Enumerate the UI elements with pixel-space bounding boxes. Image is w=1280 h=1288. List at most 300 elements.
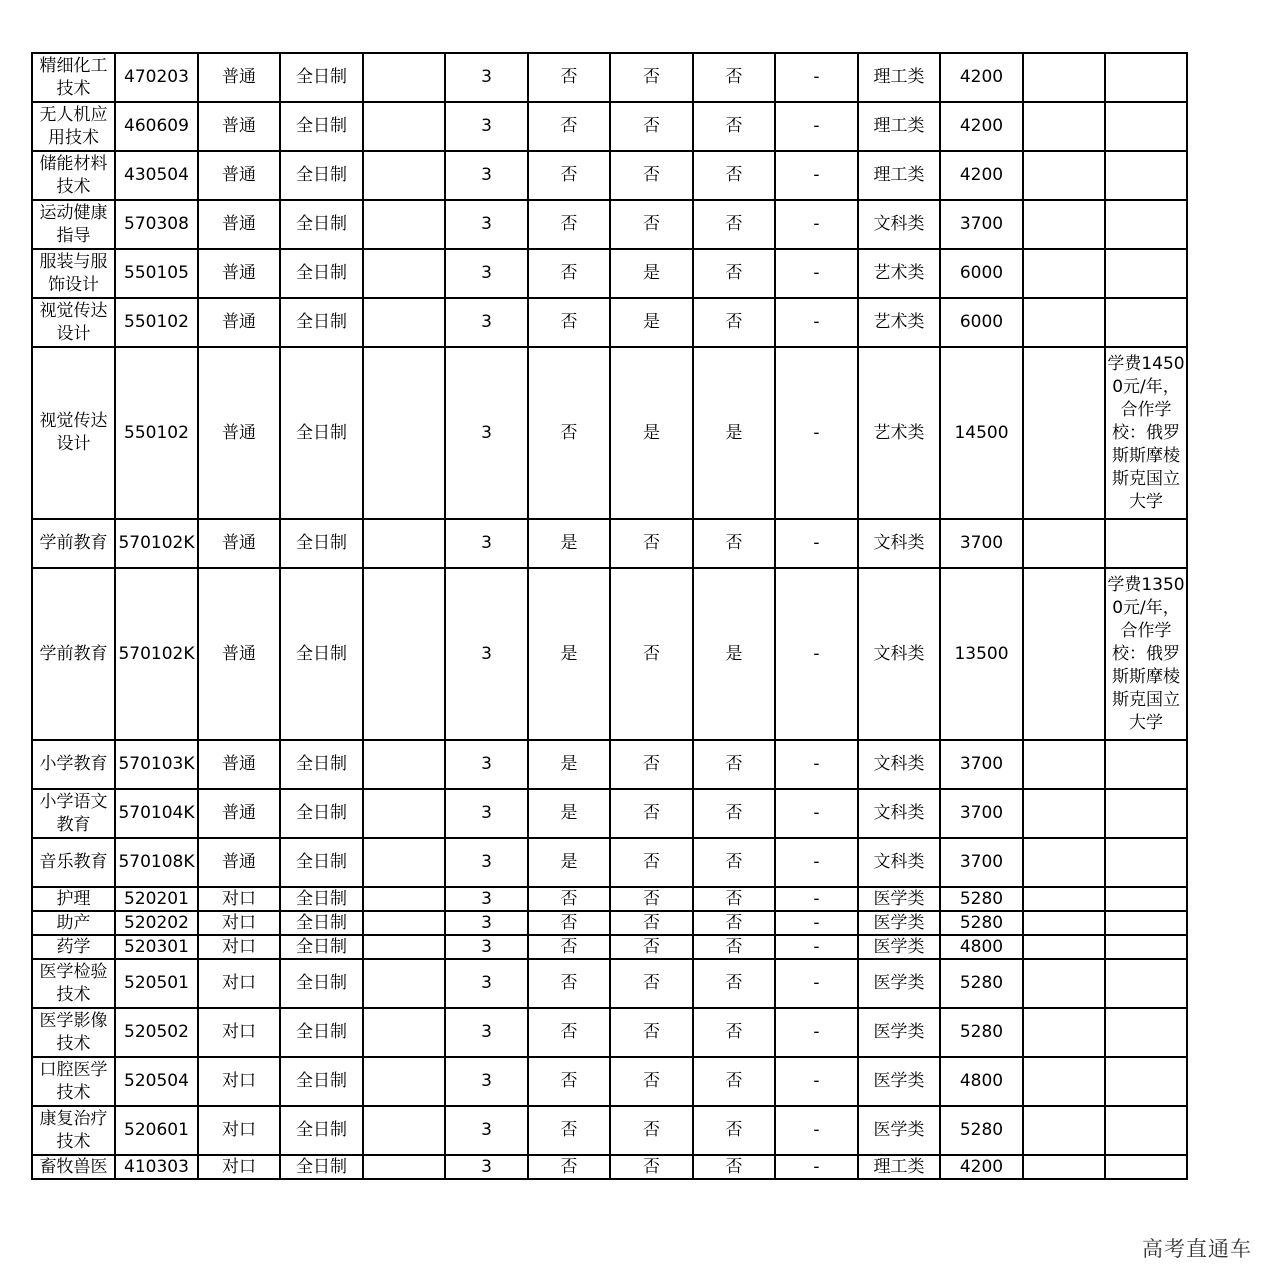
- major-code-cell: 520501: [115, 959, 198, 1008]
- flag-3-cell: 否: [693, 911, 775, 935]
- flag-1-cell: 否: [528, 911, 610, 935]
- major-name-cell: 视觉传达设计: [32, 347, 115, 519]
- category-cell: 文科类: [858, 519, 940, 568]
- blank-cell: [1023, 53, 1105, 102]
- note-cell: [1105, 200, 1187, 249]
- major-code-cell: 460609: [115, 102, 198, 151]
- major-name-cell: 无人机应用技术: [32, 102, 115, 151]
- major-name-cell: 储能材料技术: [32, 151, 115, 200]
- major-code-cell: 570103K: [115, 740, 198, 789]
- dash-cell: -: [775, 249, 858, 298]
- dash-cell: -: [775, 911, 858, 935]
- table-row: [32, 298, 1187, 347]
- years-cell: 3: [445, 789, 528, 838]
- enroll-type-cell: 普通: [198, 200, 280, 249]
- note-cell: [1105, 102, 1187, 151]
- tuition-cell: 6000: [940, 298, 1023, 347]
- category-cell: 艺术类: [858, 298, 940, 347]
- flag-1-cell: 否: [528, 53, 610, 102]
- blank-cell: [363, 347, 445, 519]
- years-cell: 3: [445, 935, 528, 959]
- study-mode-cell: 全日制: [280, 838, 363, 887]
- years-cell: 3: [445, 347, 528, 519]
- enroll-type-cell: 普通: [198, 568, 280, 740]
- category-cell: 艺术类: [858, 347, 940, 519]
- category-cell: 文科类: [858, 200, 940, 249]
- blank-cell: [363, 1057, 445, 1106]
- tuition-cell: 5280: [940, 1106, 1023, 1155]
- major-code-cell: 470203: [115, 53, 198, 102]
- study-mode-cell: 全日制: [280, 151, 363, 200]
- flag-1-cell: 否: [528, 1057, 610, 1106]
- category-cell: 艺术类: [858, 249, 940, 298]
- table-row: [32, 740, 1187, 789]
- flag-1-cell: 是: [528, 789, 610, 838]
- flag-3-cell: 否: [693, 519, 775, 568]
- category-cell: 医学类: [858, 1008, 940, 1057]
- flag-1-cell: 是: [528, 519, 610, 568]
- flag-2-cell: 是: [610, 347, 693, 519]
- blank-cell: [363, 151, 445, 200]
- blank-cell: [1023, 151, 1105, 200]
- major-name-cell: 音乐教育: [32, 838, 115, 887]
- note-cell: [1105, 887, 1187, 911]
- tuition-cell: 5280: [940, 887, 1023, 911]
- study-mode-cell: 全日制: [280, 568, 363, 740]
- enroll-type-cell: 普通: [198, 789, 280, 838]
- tuition-cell: 4200: [940, 53, 1023, 102]
- flag-2-cell: 否: [610, 1106, 693, 1155]
- dash-cell: -: [775, 200, 858, 249]
- category-cell: 文科类: [858, 740, 940, 789]
- major-name-cell: 小学教育: [32, 740, 115, 789]
- blank-cell: [363, 519, 445, 568]
- major-code-cell: 570308: [115, 200, 198, 249]
- study-mode-cell: 全日制: [280, 519, 363, 568]
- study-mode-cell: 全日制: [280, 911, 363, 935]
- enroll-type-cell: 普通: [198, 298, 280, 347]
- blank-cell: [363, 740, 445, 789]
- flag-2-cell: 否: [610, 1057, 693, 1106]
- tuition-cell: 14500: [940, 347, 1023, 519]
- flag-3-cell: 否: [693, 838, 775, 887]
- flag-2-cell: 否: [610, 519, 693, 568]
- tuition-cell: 4200: [940, 102, 1023, 151]
- tuition-cell: 6000: [940, 249, 1023, 298]
- note-cell: [1105, 1155, 1187, 1179]
- flag-2-cell: 是: [610, 298, 693, 347]
- enroll-type-cell: 对口: [198, 1008, 280, 1057]
- flag-3-cell: 否: [693, 740, 775, 789]
- study-mode-cell: 全日制: [280, 200, 363, 249]
- blank-cell: [1023, 1057, 1105, 1106]
- category-cell: 医学类: [858, 1057, 940, 1106]
- flag-2-cell: 否: [610, 1155, 693, 1179]
- enrollment-table: [31, 52, 1188, 1180]
- enroll-type-cell: 普通: [198, 53, 280, 102]
- table-row: [32, 959, 1187, 1008]
- blank-cell: [1023, 200, 1105, 249]
- table-body: [32, 53, 1187, 1179]
- flag-2-cell: 否: [610, 102, 693, 151]
- years-cell: 3: [445, 53, 528, 102]
- dash-cell: -: [775, 887, 858, 911]
- flag-1-cell: 否: [528, 959, 610, 1008]
- major-name-cell: 视觉传达设计: [32, 298, 115, 347]
- blank-cell: [363, 887, 445, 911]
- study-mode-cell: 全日制: [280, 347, 363, 519]
- years-cell: 3: [445, 151, 528, 200]
- blank-cell: [1023, 568, 1105, 740]
- major-name-cell: 精细化工技术: [32, 53, 115, 102]
- tuition-cell: 4200: [940, 151, 1023, 200]
- category-cell: 理工类: [858, 102, 940, 151]
- enroll-type-cell: 对口: [198, 959, 280, 1008]
- table-row: [32, 200, 1187, 249]
- flag-1-cell: 否: [528, 1106, 610, 1155]
- flag-3-cell: 否: [693, 200, 775, 249]
- enroll-type-cell: 对口: [198, 1106, 280, 1155]
- study-mode-cell: 全日制: [280, 53, 363, 102]
- blank-cell: [1023, 347, 1105, 519]
- study-mode-cell: 全日制: [280, 102, 363, 151]
- major-code-cell: 410303: [115, 1155, 198, 1179]
- dash-cell: -: [775, 1106, 858, 1155]
- tuition-cell: 4200: [940, 1155, 1023, 1179]
- major-name-cell: 康复治疗技术: [32, 1106, 115, 1155]
- major-code-cell: 520202: [115, 911, 198, 935]
- category-cell: 文科类: [858, 838, 940, 887]
- flag-3-cell: 是: [693, 347, 775, 519]
- blank-cell: [1023, 249, 1105, 298]
- dash-cell: -: [775, 298, 858, 347]
- note-cell: 学费13500元/年，合作学校：俄罗斯斯摩棱斯克国立大学: [1105, 568, 1187, 740]
- flag-3-cell: 否: [693, 959, 775, 1008]
- category-cell: 医学类: [858, 887, 940, 911]
- dash-cell: -: [775, 151, 858, 200]
- flag-1-cell: 否: [528, 1155, 610, 1179]
- major-code-cell: 570102K: [115, 568, 198, 740]
- tuition-cell: 4800: [940, 1057, 1023, 1106]
- tuition-cell: 3700: [940, 789, 1023, 838]
- enroll-type-cell: 普通: [198, 249, 280, 298]
- dash-cell: -: [775, 838, 858, 887]
- years-cell: 3: [445, 1057, 528, 1106]
- blank-cell: [363, 1155, 445, 1179]
- table-row: [32, 151, 1187, 200]
- note-cell: [1105, 935, 1187, 959]
- table-row: [32, 249, 1187, 298]
- category-cell: 理工类: [858, 151, 940, 200]
- flag-2-cell: 否: [610, 789, 693, 838]
- years-cell: 3: [445, 740, 528, 789]
- major-name-cell: 助产: [32, 911, 115, 935]
- major-name-cell: 学前教育: [32, 519, 115, 568]
- blank-cell: [363, 838, 445, 887]
- flag-3-cell: 否: [693, 1057, 775, 1106]
- blank-cell: [1023, 102, 1105, 151]
- years-cell: 3: [445, 1008, 528, 1057]
- table-row: [32, 911, 1187, 935]
- years-cell: 3: [445, 911, 528, 935]
- category-cell: 医学类: [858, 1106, 940, 1155]
- note-cell: [1105, 298, 1187, 347]
- enroll-type-cell: 普通: [198, 102, 280, 151]
- study-mode-cell: 全日制: [280, 959, 363, 1008]
- note-cell: [1105, 959, 1187, 1008]
- flag-3-cell: 否: [693, 53, 775, 102]
- blank-cell: [363, 911, 445, 935]
- enroll-type-cell: 对口: [198, 1155, 280, 1179]
- blank-cell: [1023, 519, 1105, 568]
- blank-cell: [1023, 838, 1105, 887]
- study-mode-cell: 全日制: [280, 1106, 363, 1155]
- major-code-cell: 550102: [115, 298, 198, 347]
- flag-2-cell: 否: [610, 1008, 693, 1057]
- dash-cell: -: [775, 347, 858, 519]
- flag-1-cell: 是: [528, 740, 610, 789]
- dash-cell: -: [775, 53, 858, 102]
- years-cell: 3: [445, 959, 528, 1008]
- table-row: [32, 53, 1187, 102]
- major-name-cell: 畜牧兽医: [32, 1155, 115, 1179]
- flag-2-cell: 否: [610, 200, 693, 249]
- study-mode-cell: 全日制: [280, 1155, 363, 1179]
- flag-1-cell: 否: [528, 151, 610, 200]
- table-row: [32, 1155, 1187, 1179]
- table-row: [32, 1057, 1187, 1106]
- blank-cell: [363, 53, 445, 102]
- flag-1-cell: 否: [528, 887, 610, 911]
- tuition-cell: 5280: [940, 1008, 1023, 1057]
- flag-1-cell: 否: [528, 935, 610, 959]
- blank-cell: [1023, 935, 1105, 959]
- blank-cell: [363, 568, 445, 740]
- flag-3-cell: 否: [693, 249, 775, 298]
- major-code-cell: 520601: [115, 1106, 198, 1155]
- blank-cell: [363, 789, 445, 838]
- flag-3-cell: 否: [693, 298, 775, 347]
- flag-2-cell: 否: [610, 911, 693, 935]
- enroll-type-cell: 对口: [198, 935, 280, 959]
- years-cell: 3: [445, 298, 528, 347]
- note-cell: [1105, 1057, 1187, 1106]
- flag-3-cell: 否: [693, 1155, 775, 1179]
- major-name-cell: 服装与服饰设计: [32, 249, 115, 298]
- flag-3-cell: 否: [693, 102, 775, 151]
- years-cell: 3: [445, 838, 528, 887]
- flag-1-cell: 是: [528, 568, 610, 740]
- major-code-cell: 550105: [115, 249, 198, 298]
- flag-3-cell: 否: [693, 1106, 775, 1155]
- years-cell: 3: [445, 249, 528, 298]
- dash-cell: -: [775, 519, 858, 568]
- major-code-cell: 570102K: [115, 519, 198, 568]
- study-mode-cell: 全日制: [280, 935, 363, 959]
- enroll-type-cell: 普通: [198, 519, 280, 568]
- years-cell: 3: [445, 1106, 528, 1155]
- blank-cell: [363, 935, 445, 959]
- tuition-cell: 5280: [940, 959, 1023, 1008]
- note-cell: [1105, 789, 1187, 838]
- flag-3-cell: 否: [693, 789, 775, 838]
- table-row: [32, 935, 1187, 959]
- table-row: [32, 102, 1187, 151]
- years-cell: 3: [445, 1155, 528, 1179]
- major-code-cell: 570108K: [115, 838, 198, 887]
- dash-cell: -: [775, 1008, 858, 1057]
- tuition-cell: 3700: [940, 519, 1023, 568]
- note-cell: [1105, 1008, 1187, 1057]
- tuition-cell: 5280: [940, 911, 1023, 935]
- major-name-cell: 运动健康指导: [32, 200, 115, 249]
- note-cell: [1105, 249, 1187, 298]
- tuition-cell: 4800: [940, 935, 1023, 959]
- flag-2-cell: 否: [610, 959, 693, 1008]
- flag-2-cell: 否: [610, 887, 693, 911]
- flag-3-cell: 是: [693, 568, 775, 740]
- dash-cell: -: [775, 1057, 858, 1106]
- table-row: [32, 519, 1187, 568]
- note-cell: [1105, 53, 1187, 102]
- blank-cell: [1023, 740, 1105, 789]
- blank-cell: [363, 249, 445, 298]
- flag-2-cell: 否: [610, 53, 693, 102]
- flag-2-cell: 否: [610, 838, 693, 887]
- study-mode-cell: 全日制: [280, 1057, 363, 1106]
- tuition-cell: 3700: [940, 838, 1023, 887]
- blank-cell: [1023, 1155, 1105, 1179]
- major-code-cell: 520201: [115, 887, 198, 911]
- dash-cell: -: [775, 740, 858, 789]
- blank-cell: [1023, 298, 1105, 347]
- dash-cell: -: [775, 568, 858, 740]
- category-cell: 理工类: [858, 53, 940, 102]
- years-cell: 3: [445, 519, 528, 568]
- major-code-cell: 570104K: [115, 789, 198, 838]
- note-cell: [1105, 151, 1187, 200]
- major-name-cell: 学前教育: [32, 568, 115, 740]
- note-cell: [1105, 1106, 1187, 1155]
- flag-1-cell: 否: [528, 298, 610, 347]
- watermark: 高考直通车: [1142, 1237, 1252, 1261]
- blank-cell: [363, 1106, 445, 1155]
- flag-1-cell: 否: [528, 200, 610, 249]
- tuition-cell: 3700: [940, 740, 1023, 789]
- table-row: [32, 1008, 1187, 1057]
- enroll-type-cell: 对口: [198, 911, 280, 935]
- blank-cell: [363, 959, 445, 1008]
- flag-2-cell: 否: [610, 935, 693, 959]
- major-code-cell: 550102: [115, 347, 198, 519]
- table-row: [32, 347, 1187, 519]
- major-name-cell: 小学语文教育: [32, 789, 115, 838]
- blank-cell: [1023, 1008, 1105, 1057]
- study-mode-cell: 全日制: [280, 887, 363, 911]
- flag-3-cell: 否: [693, 935, 775, 959]
- major-code-cell: 520504: [115, 1057, 198, 1106]
- flag-1-cell: 否: [528, 102, 610, 151]
- category-cell: 医学类: [858, 935, 940, 959]
- table-row: [32, 887, 1187, 911]
- flag-1-cell: 否: [528, 249, 610, 298]
- dash-cell: -: [775, 1155, 858, 1179]
- enroll-type-cell: 普通: [198, 838, 280, 887]
- category-cell: 文科类: [858, 568, 940, 740]
- enroll-type-cell: 普通: [198, 347, 280, 519]
- study-mode-cell: 全日制: [280, 298, 363, 347]
- note-cell: [1105, 838, 1187, 887]
- flag-2-cell: 否: [610, 568, 693, 740]
- flag-3-cell: 否: [693, 887, 775, 911]
- study-mode-cell: 全日制: [280, 1008, 363, 1057]
- enroll-type-cell: 对口: [198, 887, 280, 911]
- blank-cell: [363, 298, 445, 347]
- blank-cell: [363, 1008, 445, 1057]
- blank-cell: [363, 102, 445, 151]
- blank-cell: [363, 200, 445, 249]
- flag-2-cell: 是: [610, 249, 693, 298]
- note-cell: [1105, 740, 1187, 789]
- blank-cell: [1023, 887, 1105, 911]
- flag-1-cell: 是: [528, 838, 610, 887]
- category-cell: 医学类: [858, 911, 940, 935]
- dash-cell: -: [775, 959, 858, 1008]
- blank-cell: [1023, 911, 1105, 935]
- category-cell: 理工类: [858, 1155, 940, 1179]
- study-mode-cell: 全日制: [280, 249, 363, 298]
- major-name-cell: 护理: [32, 887, 115, 911]
- flag-2-cell: 否: [610, 151, 693, 200]
- flag-3-cell: 否: [693, 1008, 775, 1057]
- dash-cell: -: [775, 935, 858, 959]
- note-cell: 学费14500元/年，合作学校：俄罗斯斯摩棱斯克国立大学: [1105, 347, 1187, 519]
- blank-cell: [1023, 789, 1105, 838]
- flag-1-cell: 否: [528, 347, 610, 519]
- table-row: [32, 568, 1187, 740]
- major-name-cell: 口腔医学技术: [32, 1057, 115, 1106]
- enroll-type-cell: 对口: [198, 1057, 280, 1106]
- study-mode-cell: 全日制: [280, 740, 363, 789]
- note-cell: [1105, 519, 1187, 568]
- enroll-type-cell: 普通: [198, 151, 280, 200]
- table-row: [32, 1106, 1187, 1155]
- blank-cell: [1023, 1106, 1105, 1155]
- years-cell: 3: [445, 200, 528, 249]
- major-name-cell: 药学: [32, 935, 115, 959]
- major-code-cell: 520502: [115, 1008, 198, 1057]
- dash-cell: -: [775, 789, 858, 838]
- years-cell: 3: [445, 887, 528, 911]
- note-cell: [1105, 911, 1187, 935]
- tuition-cell: 13500: [940, 568, 1023, 740]
- major-name-cell: 医学检验技术: [32, 959, 115, 1008]
- major-code-cell: 520301: [115, 935, 198, 959]
- category-cell: 文科类: [858, 789, 940, 838]
- flag-3-cell: 否: [693, 151, 775, 200]
- dash-cell: -: [775, 102, 858, 151]
- flag-2-cell: 否: [610, 740, 693, 789]
- category-cell: 医学类: [858, 959, 940, 1008]
- major-code-cell: 430504: [115, 151, 198, 200]
- enroll-type-cell: 普通: [198, 740, 280, 789]
- study-mode-cell: 全日制: [280, 789, 363, 838]
- tuition-cell: 3700: [940, 200, 1023, 249]
- years-cell: 3: [445, 102, 528, 151]
- major-name-cell: 医学影像技术: [32, 1008, 115, 1057]
- flag-1-cell: 否: [528, 1008, 610, 1057]
- table-row: [32, 838, 1187, 887]
